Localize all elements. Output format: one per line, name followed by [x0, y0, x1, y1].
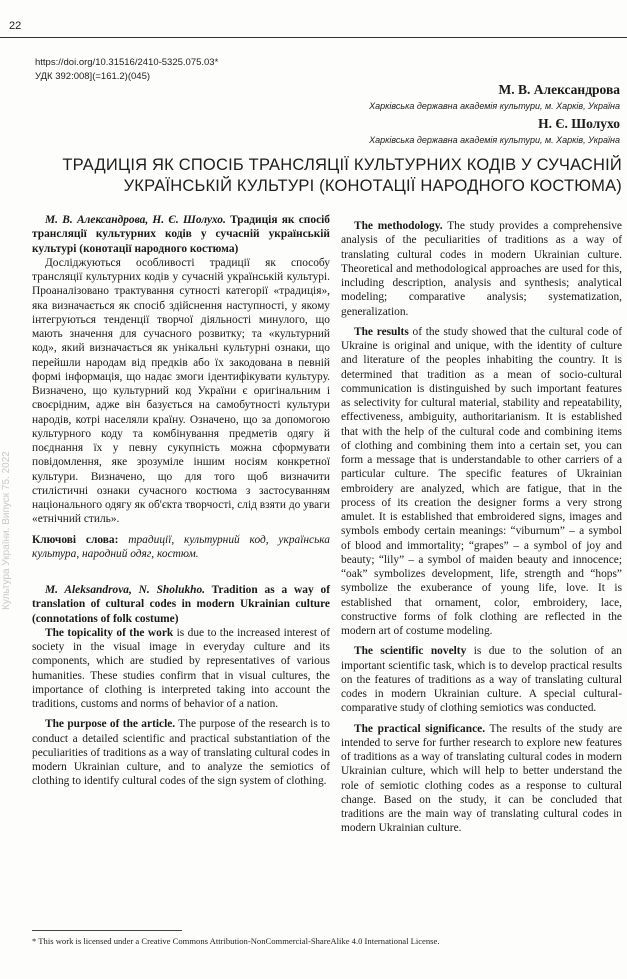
ua-keywords — [32, 533, 330, 562]
article-title — [10, 155, 622, 197]
en-topicality — [32, 626, 330, 712]
en-results-label: The results — [354, 325, 409, 338]
en-novelty — [341, 644, 622, 715]
author-name-1: М. В. Александрова — [498, 82, 620, 97]
header-rule — [0, 37, 627, 38]
ua-keywords-label: Ключові слова: — [32, 533, 119, 546]
ua-citation — [32, 213, 330, 256]
author-affiliation-2: Харківська державна академія культури, м. Харків, Україна — [369, 135, 620, 145]
en-results — [341, 325, 622, 639]
footnote-rule — [32, 930, 182, 931]
ua-citation-title: Традиція як спосіб трансляції культурних кодів у сучасній українській культурі (конотації народного костюма) — [32, 214, 330, 255]
article-title-line-1: ТРАДИЦІЯ ЯК СПОСІБ ТРАНСЛЯЦІЇ КУЛЬТУРНИХ КОДІВ У СУЧАСНІЙ — [62, 156, 622, 174]
en-methodology — [341, 219, 622, 319]
en-citation — [32, 583, 330, 626]
article-title-line-2: УКРАЇНСЬКІЙ КУЛЬТУРІ (КОНОТАЦІЇ НАРОДНОГО КОСТЮМА) — [123, 177, 622, 195]
en-significance-label: The practical significance. — [354, 722, 486, 735]
page-number: 22 — [9, 20, 22, 32]
ua-abstract-body: Досліджуються особливості традиції як способу трансляції культурних кодів у сучасній українській культурі. Проаналізовано трактування сутності категорії «традиція», яка визначається як спосіб здійснення наступності, у якому інтегруються тенденції творчої діяльності минулого, що мають значення для сучасного розвитку; та «культурний код», який визначається як унікальні культурні ознаки, що перейшли народам від предків або їх закодована в певній формі інформація, що надає змоги ідентифікувати культуру. Визначено, що культурний код України є оригінальним і своєрідним, адже він базується на самобутності культури народів, котрі населяли країну. Означено, що за допомогою культурного коду та комбінування предметів одягу й поєднання їх у певну сукупність можна сформувати повідомлення, яке зрозуміле іншим носіям конкретної культури. Визначено, що для того щоб визначити стилістичні ознаки сучасного костюма з застосуванням національного одягу як об'єкта творчості, слід взяти до уваги «етнічний стиль». — [32, 256, 330, 526]
udk-code: УДК 392:008](=161.2)(045) — [35, 71, 151, 82]
en-purpose-label: The purpose of the article. — [45, 718, 176, 731]
en-methodology-label: The methodology. — [354, 220, 443, 232]
en-citation-title: Tradition as a way of translation of cultural codes in modern Ukrainian culture (connotations of folk costume) — [32, 584, 331, 625]
license-footnote[interactable]: * This work is licensed under a Creative Commons Attribution-NonCommercial-ShareAlike 4.0 International License. — [32, 936, 440, 946]
author-affiliation-1: Харківська державна академія культури, м. Харків, Україна — [369, 101, 620, 111]
ua-keywords-list: традиції, культурний код, українська культура, народний одяг, костюм. — [32, 533, 331, 560]
en-novelty-text: is due to the solution of an important scientific task, which is to develop practical results on the features of traditions as a way of translating cultural codes in modern Ukrainian culture. A special cultural-comparative study of clothing semiotics was conducted. — [341, 645, 622, 715]
en-novelty-label: The scientific novelty — [354, 645, 467, 658]
journal-spine-label: Культура України. Випуск 75. 2022 — [1, 451, 12, 610]
en-results-text: of the study showed that the cultural code of Ukraine is original and unique, with the identity of culture and literature of the peoples inhabiting the country. It is determined that tradition as a mean of socio-cultural communication is distinguished by such important features as selectivity for cultural material, stability and repeatability, effectiveness, ambiguity, authoritarianism. It is established that with the help of the cultural code and combining items of clothing and combining them into a certain set, you can form a message that is understandable to other carriers of a particular culture. The specific features of Ukrainian embroidery are analyzed, which are fatigue, that in the process of its creation the designer forms a very strong amulet. It is established that embroidered signs, images and symbols embody certain meanings: “viburnum” – a symbol of blood and immortality; “grapes” – a symbol of joy and beauty; “lily” – a symbol of maiden beauty and innocence; “oak” symbolizes development, life, strength and “hops” symbolize the exuberance of young life, love. It is established that ornament, color, embroidery, lace, constructive forms of folk clothing are reflected in the modern art of costume modeling. — [341, 325, 622, 637]
en-purpose — [32, 717, 330, 788]
en-topicality-label: The topicality of the work — [45, 626, 174, 639]
en-topicality-text: is due to the increased interest of society in the visual image in everyday culture and its components, which are studied by representatives of various humanities. These studies confirm that in visual cultures, the importance of clothing is interpreted taking into account the traditions, customs and norms of behavior of a nation. — [32, 626, 330, 710]
doi-link[interactable]: https://doi.org/10.31516/2410-5325.075.03* — [35, 57, 219, 68]
author-name-2: Н. Є. Шолухо — [538, 116, 620, 131]
en-citation-authors: M. Aleksandrova, N. Sholukho. — [45, 584, 206, 596]
left-column — [32, 213, 330, 789]
en-purpose-text: The purpose of the research is to conduct a detailed scientific and practical substantiation of the peculiarities of traditions as a way of translating cultural codes in modern Ukrainian culture, and to analyze the semiotics of clothing to identify cultural codes of the sign system of clothing. — [32, 718, 330, 788]
ua-citation-authors: М. В. Александрова, Н. Є. Шолухо. — [45, 214, 226, 226]
right-column — [341, 219, 622, 836]
en-methodology-text: The study provides a comprehensive analysis of the peculiarities of traditions as a way of translating cultural codes in modern Ukrainian culture. Theoretical and methodological approaches are used for this, including description, analysis and synthesis; analytical modeling; comparative analysis; systematization, generalization. — [341, 220, 622, 318]
en-significance — [341, 722, 622, 836]
en-significance-text: The results of the study are intended to serve for further research to explore new features of traditions as a way of translating cultural codes in modern Ukrainian culture, which will help to better understand the role of semiotic clothing codes as a response to cultural change. Based on the study, it can be concluded that traditions are the main way of translating cultural codes in modern Ukrainian culture. — [341, 722, 622, 835]
